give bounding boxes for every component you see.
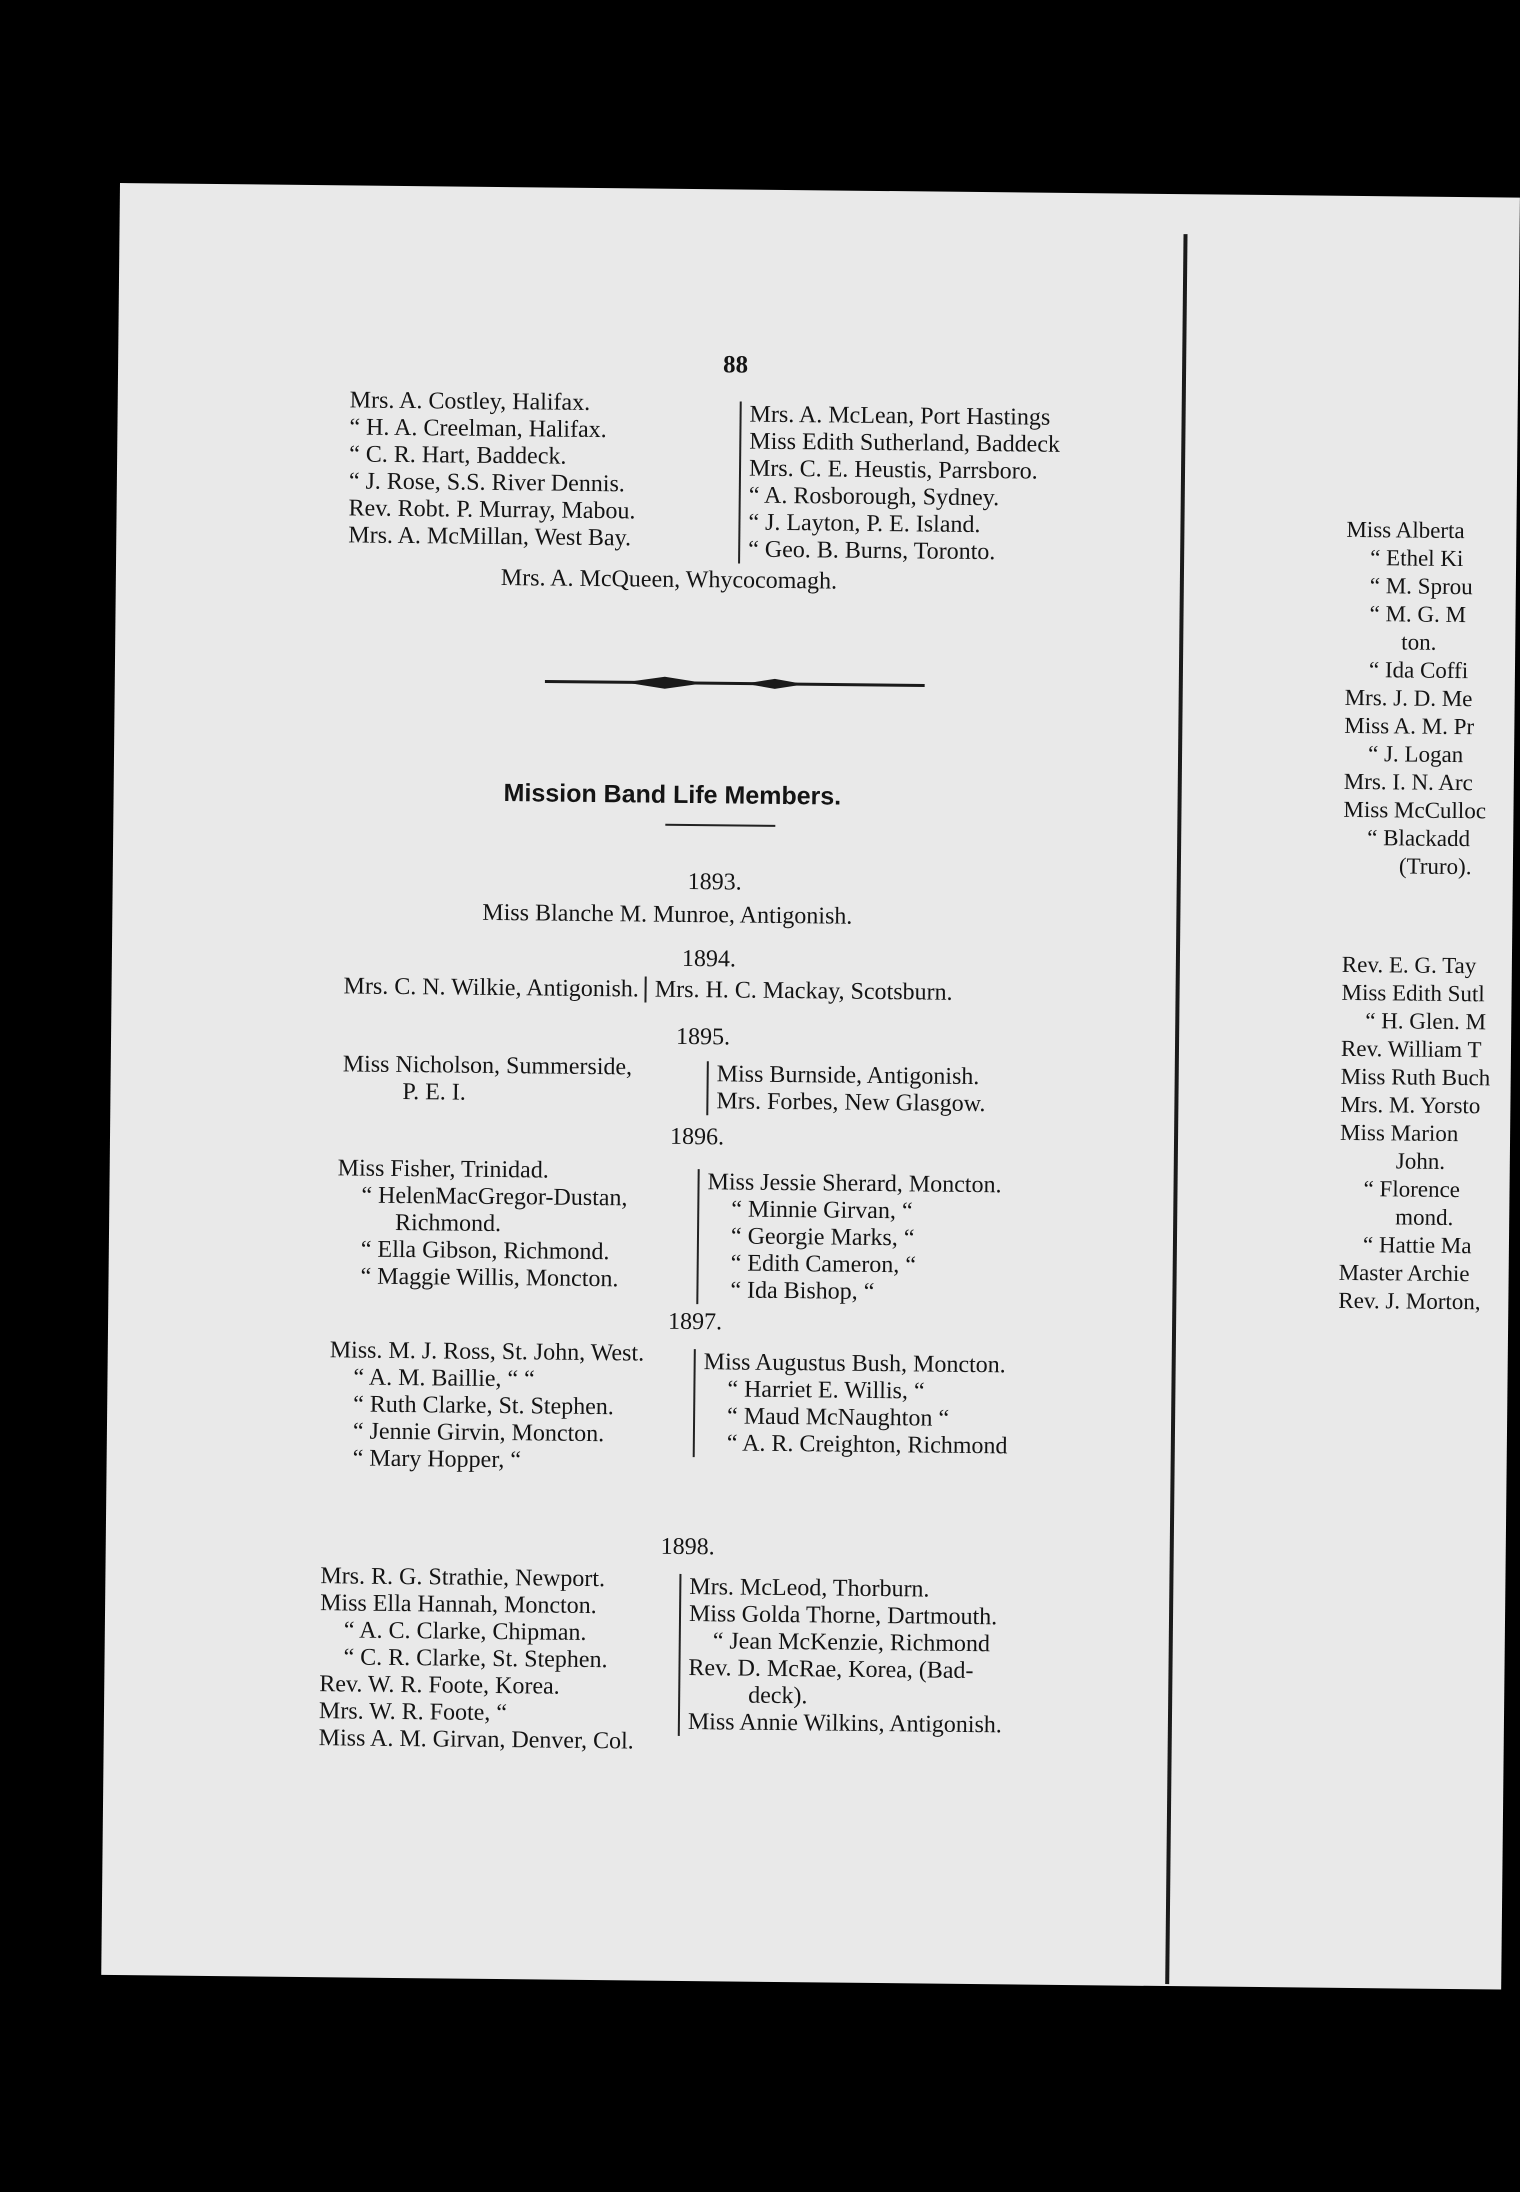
list-item: “ J. Rose, S.S. River Dennis. xyxy=(348,468,626,498)
list-item: “ Maggie Willis, Moncton. xyxy=(360,1263,619,1293)
entries-1896-left xyxy=(336,1155,627,1293)
list-item: “ J. Layton, P. E. Island. xyxy=(748,509,981,539)
year-heading-1897: 1897. xyxy=(667,1308,723,1336)
list-item: Miss Jessie Sherard, Moncton. xyxy=(707,1169,1002,1199)
list-item: Rev. W. R. Foote, Korea. xyxy=(319,1671,560,1700)
list-item: Mrs. A. Costley, Halifax. xyxy=(349,387,591,416)
year-heading-1895: 1895. xyxy=(675,1023,731,1051)
list-item: Rev. Robt. P. Murray, Mabou. xyxy=(348,495,636,525)
list-item: Mrs. C. E. Heustis, Parrsboro. xyxy=(748,455,1038,485)
next-page-fragment-top xyxy=(1343,516,1517,882)
list-item: “ A. C. Clarke, Chipman. xyxy=(343,1617,587,1646)
list-item: Mrs. McLeod, Thorburn. xyxy=(689,1574,930,1603)
list-item: Miss McCulloc xyxy=(1343,796,1487,824)
document-page xyxy=(101,183,1520,1990)
top-left-column xyxy=(348,387,637,552)
section-title: Mission Band Life Members. xyxy=(503,779,842,811)
list-item: Miss Ruth Buch xyxy=(1340,1063,1491,1091)
list-item: mond. xyxy=(1395,1204,1454,1231)
year-heading-1896: 1896. xyxy=(669,1123,725,1151)
list-item: “ C. R. Clarke, St. Stephen. xyxy=(343,1644,608,1674)
list-item: Mrs. A. McMillan, West Bay. xyxy=(348,522,632,552)
list-item: Miss. M. J. Ross, St. John, West. xyxy=(329,1337,645,1367)
list-item: Master Archie xyxy=(1338,1259,1470,1287)
list-item: Rev. J. Morton, xyxy=(1338,1287,1481,1315)
list-item: Rev. D. McRae, Korea, (Bad- xyxy=(688,1655,974,1685)
top-right-column xyxy=(738,402,1060,567)
year-heading-1894: 1894. xyxy=(681,945,737,973)
list-item: “ Geo. B. Burns, Toronto. xyxy=(748,536,996,566)
list-item: “ Maud McNaughton “ xyxy=(726,1403,950,1432)
entries-1898-left xyxy=(319,1563,636,1755)
list-item: “ Mary Hopper, “ xyxy=(352,1445,522,1474)
list-item: Richmond. xyxy=(394,1209,502,1238)
list-item: P. E. I. xyxy=(402,1079,466,1106)
entry-1893: Miss Blanche M. Munroe, Antigonish. xyxy=(482,899,853,930)
list-item: “ HelenMacGregor-Dustan, xyxy=(361,1182,628,1212)
list-item: Miss Nicholson, Summerside, xyxy=(342,1051,633,1081)
list-item: Miss Ella Hannah, Moncton. xyxy=(320,1590,597,1620)
list-item: Mrs. R. G. Strathie, Newport. xyxy=(320,1563,606,1593)
list-item: Mrs. I. N. Arc xyxy=(1343,768,1473,796)
entries-1898-right xyxy=(678,1574,1004,1739)
list-item: “ Ruth Clarke, St. Stephen. xyxy=(353,1391,614,1421)
list-item: “ Jennie Girvin, Moncton. xyxy=(352,1418,605,1448)
list-item: “ Edith Cameron, “ xyxy=(730,1250,917,1279)
list-item: “ Harriet E. Willis, “ xyxy=(727,1376,925,1405)
list-item: John. xyxy=(1395,1148,1446,1174)
list-item: Rev. E. G. Tay xyxy=(1341,951,1477,979)
year-heading-1898: 1898. xyxy=(660,1533,715,1561)
list-item: “ A. R. Creighton, Richmond xyxy=(726,1430,1008,1460)
list-item: “ Georgie Marks, “ xyxy=(730,1223,915,1252)
list-item: Miss Marion xyxy=(1339,1119,1459,1147)
list-item: Mrs. A. McLean, Port Hastings xyxy=(749,401,1051,431)
next-page-fragment-bottom xyxy=(1338,951,1512,1317)
top-center-entry: Mrs. A. McQueen, Whycocomagh. xyxy=(500,565,838,595)
entries-1897-left xyxy=(329,1337,645,1475)
list-item: “ A. Rosborough, Sydney. xyxy=(748,482,1000,512)
list-item: “ H. Glen. M xyxy=(1365,1008,1487,1035)
list-item: Miss Edith Sutl xyxy=(1341,979,1485,1007)
list-item: “ A. M. Baillie, “ “ xyxy=(353,1364,535,1393)
entries-1895-right xyxy=(706,1061,986,1118)
title-rule xyxy=(665,824,775,827)
list-item: “ Ella Gibson, Richmond. xyxy=(360,1236,610,1266)
list-item: “ Ida Coffi xyxy=(1368,657,1469,684)
list-item: (Truro). xyxy=(1398,853,1472,880)
list-item: ton. xyxy=(1401,629,1437,655)
list-item: “ H. A. Creelman, Halifax. xyxy=(349,414,607,444)
list-item: “ Ethel Ki xyxy=(1370,545,1464,572)
entries-1895-left xyxy=(342,1051,632,1108)
list-item: “ Florence xyxy=(1363,1176,1461,1203)
list-item: Miss Augustus Bush, Moncton. xyxy=(703,1349,1006,1379)
list-item: Miss Golda Thorne, Dartmouth. xyxy=(688,1601,998,1631)
list-item: deck). xyxy=(748,1682,808,1710)
list-item: Miss Burnside, Antigonish. xyxy=(716,1061,980,1091)
year-heading-1893: 1893. xyxy=(687,868,742,896)
list-item: “ Ida Bishop, “ xyxy=(730,1277,875,1305)
entry-left: Mrs. C. N. Wilkie, Antigonish. xyxy=(343,973,640,1003)
list-item: Rev. William T xyxy=(1340,1035,1482,1063)
list-item: Miss Alberta xyxy=(1346,516,1465,544)
entries-1897-right xyxy=(693,1349,1009,1460)
ornament-divider xyxy=(545,672,925,694)
list-item: “ C. R. Hart, Baddeck. xyxy=(349,441,567,470)
page-gutter-line xyxy=(1165,234,1187,1984)
page-number: 88 xyxy=(722,351,749,379)
list-item: Mrs. Forbes, New Glasgow. xyxy=(716,1088,986,1118)
list-item: “ Minnie Girvan, “ xyxy=(731,1196,913,1225)
list-item: Miss A. M. Pr xyxy=(1344,712,1475,740)
list-item: Miss Fisher, Trinidad. xyxy=(337,1155,549,1184)
list-item: Mrs. W. R. Foote, “ xyxy=(318,1698,508,1727)
entry-right: Mrs. H. C. Mackay, Scotsburn. xyxy=(645,977,953,1006)
list-item: Miss Annie Wilkins, Antigonish. xyxy=(687,1709,1003,1739)
list-item: “ M. Sprou xyxy=(1369,573,1473,600)
list-item: Mrs. J. D. Me xyxy=(1344,684,1473,712)
list-item: Mrs. M. Yorsto xyxy=(1340,1091,1481,1119)
list-item: “ Jean McKenzie, Richmond xyxy=(712,1628,991,1658)
list-item: “ Hattie Ma xyxy=(1362,1232,1472,1259)
list-item: “ Blackadd xyxy=(1367,825,1471,852)
entries-1894 xyxy=(343,973,952,1006)
list-item: “ M. G. M xyxy=(1369,601,1467,628)
entries-1896-right xyxy=(696,1169,1001,1307)
list-item: Miss A. M. Girvan, Denver, Col. xyxy=(318,1725,634,1755)
list-item: Miss Edith Sutherland, Baddeck xyxy=(749,428,1061,458)
list-item: “ J. Logan xyxy=(1367,741,1464,768)
